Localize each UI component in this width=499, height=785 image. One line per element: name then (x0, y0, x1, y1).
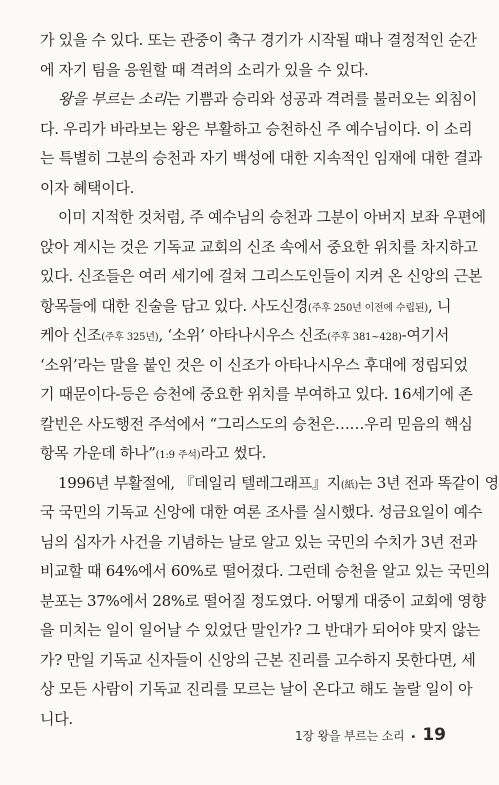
text-line: 비교할 때 64%에서 60%로 떨어졌다. 그런데 승천을 알고 있는 국민의 (40, 562, 491, 580)
text-line: 님의 십자가 사건을 기념하는 날로 알고 있는 국민의 수치가 3년 전과 (40, 532, 478, 551)
text-line: 이자 혜택이다. (40, 178, 135, 197)
annotation: (주후 325년) (101, 332, 159, 343)
running-footer-chapter: 1장 왕을 부르는 소리 (295, 729, 405, 743)
text-span: 케아 신조 (40, 326, 102, 344)
text-span: , ‘소위’ 아타나시우스 신조 (158, 326, 328, 344)
text-line: 니다. (40, 709, 73, 728)
text-line: 는 특별히 그분의 승천과 자기 백성에 대한 지속적인 임재에 대한 결과 (40, 149, 483, 167)
text-span: 는 3년 전과 똑같이 영 (358, 473, 499, 492)
page-number: 19 (422, 725, 446, 745)
annotation: (주후 381~428) (327, 332, 402, 343)
text-line (40, 292, 452, 322)
text-line: 국 국민의 기독교 신앙에 대한 여론 조사를 실시했다. 성금요일이 예수 (40, 503, 483, 521)
text-line: 을 미치는 일이 일어날 수 있었단 말인가? 그 반대가 되어야 맞지 않는 (40, 621, 481, 639)
text-line: 분포는 37%에서 28%로 떨어질 정도였다. 어떻게 대중이 교회에 영향 (40, 591, 486, 610)
annotation: (1:9 주석) (155, 450, 201, 461)
text-span: 항목들에 대한 진술을 담고 있다. 사도신경 (40, 296, 309, 315)
text-line (40, 439, 452, 469)
text-line (40, 85, 477, 115)
bullet-separator: • (410, 732, 417, 743)
text-span: 1996년 부활절에, 『데일리 텔레그래프』지 (58, 473, 341, 492)
page-footer (295, 725, 446, 745)
text-span: , 니 (428, 296, 452, 315)
text-line: 에 자기 팀을 응원할 때 격려의 소리가 있을 수 있다. (40, 60, 369, 79)
text-line: 있다. 신조들은 여러 세기에 걸쳐 그리스도인들이 지켜 온 신앙의 근본 (40, 267, 483, 285)
text-span: 는 기쁨과 승리와 성공과 격려를 불러오는 외침이 (166, 90, 477, 108)
text-line: 이미 지적한 것처럼, 주 예수님의 승천과 그분이 아버지 보좌 우편에 (58, 208, 486, 226)
annotation: (紙) (340, 479, 359, 491)
text-span: 항목 가운데 하나” (40, 444, 156, 462)
text-span: 라고 썼다. (200, 444, 267, 462)
text-line: 가? 만일 기독교 신자들이 신앙의 근본 진리를 고수하지 못한다면, 세 (40, 650, 476, 669)
body-text (40, 26, 499, 734)
text-line: 다. 우리가 바라보는 왕은 부활하고 승천하신 주 예수님이다. 이 소리 (40, 119, 473, 138)
annotation: (주후 250년 이전에 수립된) (308, 302, 429, 314)
text-line: 가 있을 수 있다. 또는 관중이 축구 경기가 시작될 때나 결정적인 순간 (40, 31, 477, 49)
emphasis-term: 왕을 부르는 소리 (58, 90, 167, 108)
text-line: ‘소위’라는 말을 붙인 것은 이 신조가 아타나시우스 후대에 정립되었 (40, 355, 468, 374)
text-line (40, 321, 452, 351)
text-line (40, 469, 499, 499)
text-line: 상 모든 사람이 기독교 진리를 모르는 날이 온다고 해도 놀랄 일이 아 (40, 680, 473, 698)
text-line: 칼빈은 사도행전 주석에서 “그리스도의 승천은……우리 믿음의 핵심 (40, 414, 473, 433)
text-span: -여기서 (401, 326, 450, 344)
text-line: 앉아 계시는 것은 기독교 교회의 신조 속에서 중요한 위치를 차지하고 (40, 237, 478, 256)
text-line: 기 때문이다-등은 승천에 중요한 위치를 부여하고 있다. 16세기에 존 (40, 385, 473, 403)
